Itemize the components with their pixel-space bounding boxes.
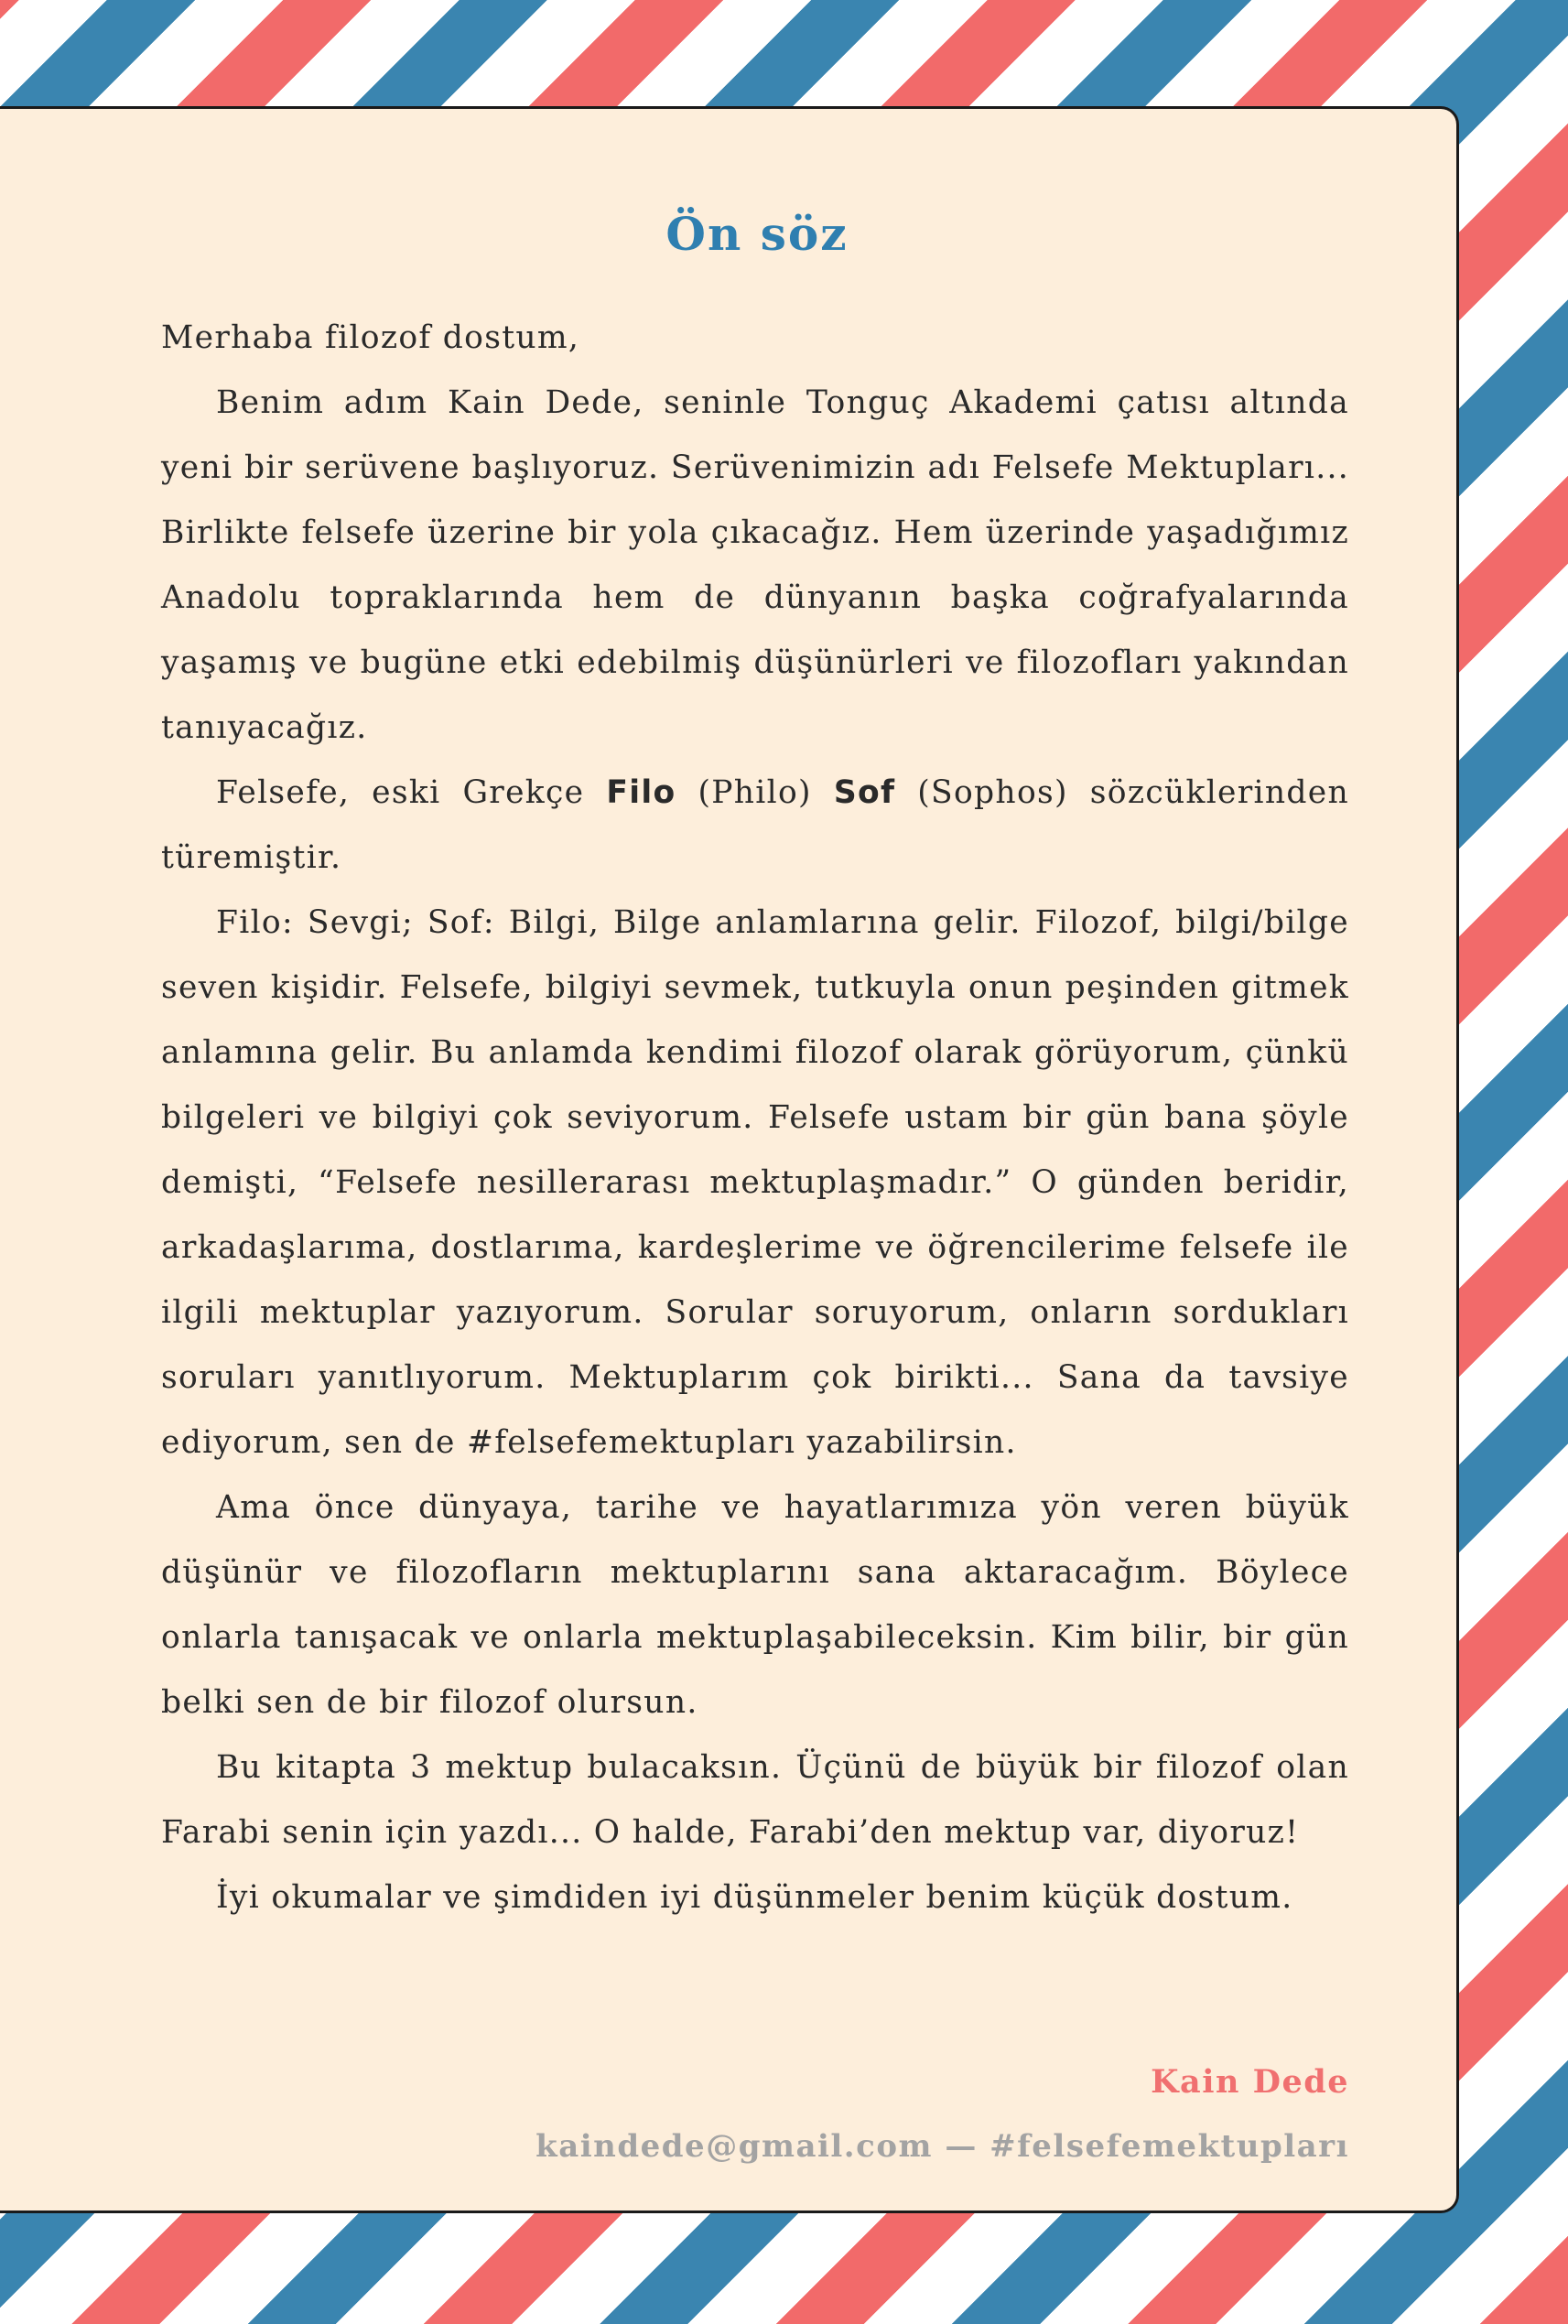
page-title: Ön söz [665, 207, 849, 261]
paragraph-meaning: Filo: Sevgi; Sof: Bilgi, Bilge anlamlarına gelir. Filozof, bilgi/bilge seven kişidir. Felsefe, bilgiyi sevmek, tutkuyla onun peşinden gitmek anlamına gelir. Bu anlamda kendimi filozof olarak görüyorum, çünkü bilgeleri ve bilgiyi çok seviyorum. Felsefe ustam bir gün bana şöyle demişti, “Felsefe nesillerarası mektuplaşmadır.” O günden beridir, arkadaşlarıma, dostlarıma, kardeşlerime ve öğrencilerime felsefe ile ilgili mektuplar yazıyorum. Sorular soruyorum, onların sordukları soruları yanıtlıyorum. Mektuplarım çok birikti... Sana da tavsiye ediyorum, sen de #felsefemektupları yazabilirsin. [161, 904, 1349, 1461]
signature: Kain Dede [1151, 2063, 1349, 2101]
etymology-term-filo: Filo [606, 774, 676, 811]
paragraph-closing: İyi okumalar ve şimdiden iyi düşünmeler benim küçük dostum. [216, 1879, 1293, 1916]
contact-line: kaindede@gmail.com — #felsefemektupları [535, 2128, 1349, 2165]
paragraph-intro: Benim adım Kain Dede, seninle Tonguç Akademi çatısı altında yeni bir serüvene başlıyoruz. Serüvenimizin adı Felsefe Mektupları... Birlikte felsefe üzerine bir yola çıkacağız. Hem üzerinde yaşadığımız Anadolu topraklarında hem de dünyanın başka coğrafyalarında yaşamış ve bugüne etki edebilmiş düşünürleri ve filozofları yakından tanıyacağız. [161, 384, 1349, 746]
letter-body [161, 306, 1349, 1930]
paragraph-letters: Ama önce dünyaya, tarihe ve hayatlarımıza yön veren büyük düşünür ve filozofların mektuplarını sana aktaracağım. Böylece onlarla tanışacak ve onlarla mektuplaşabileceksin. Kim bilir, bir gün belki sen de bir filozof olursun. [161, 1489, 1349, 1721]
etymology-text-2: (Philo) [676, 774, 834, 811]
paragraph-book: Bu kitapta 3 mektup bulacaksın. Üçünü de büyük bir filozof olan Farabi senin için yazdı... O halde, Farabi’den mektup var, diyoruz! [161, 1749, 1349, 1851]
etymology-text-1: Felsefe, eski Grekçe [216, 774, 607, 811]
greeting: Merhaba filozof dostum, [161, 319, 580, 356]
paragraph-etymology [161, 761, 1349, 891]
etymology-text-3: (Sophos) sözcüklerinden türemiştir. [161, 774, 1350, 876]
etymology-term-sof: Sof [833, 774, 896, 811]
